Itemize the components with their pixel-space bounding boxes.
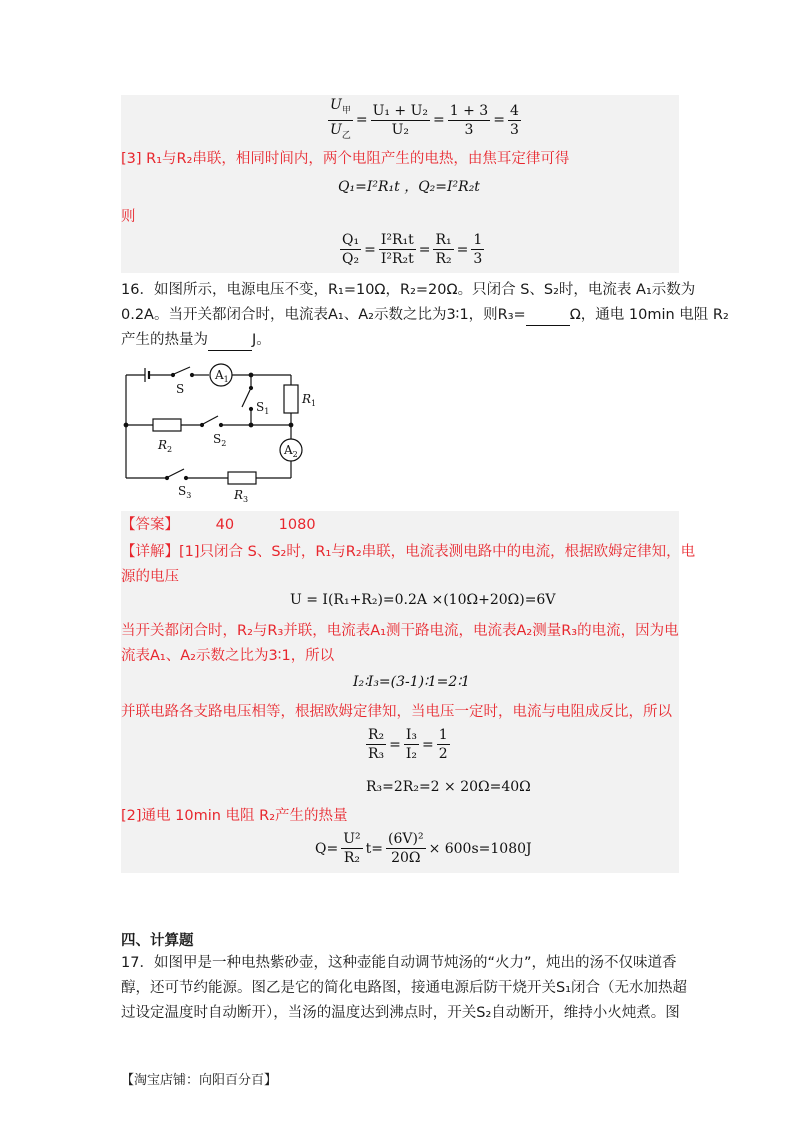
joule-equation: Q₁=I²R₁t ，Q₂=I²R₂t [338,179,480,195]
detail-line1: 【详解】[1]只闭合 S、S₂时，R₁与R₂串联，电流表测电路中的电流，根据欧姆定律知，电 [121,544,696,560]
detail-line2: 源的电压 [121,569,179,585]
switch-s3 [168,469,184,477]
resistor-r2 [153,419,181,431]
switch-s [174,367,190,374]
detail-line4: 流表A₁、A₂示数之比为3∶1，所以 [121,648,335,664]
label-r2: $R_2$ [158,438,173,454]
q16-line1: 16．如图所示，电源电压不变，R₁=10Ω，R₂=20Ω。只闭合 S、S₂时，电流表 A₁示数为 [121,282,696,298]
ratio-equation: $\frac{U_甲}{U_乙}$ = $\frac{\text{U₁ + U₂}}{\text{U₂}}$ = $\frac{1 + 3}{3}$ = $\frac{4}{3}$ [330,97,519,141]
q17-line3: 过设定温度时自动断开），当汤的温度达到沸点时，开关S₂自动断开，维持小火炖煮。图 [121,1005,680,1021]
answer-label: 【答案】 [121,517,179,533]
resistor-r3 [228,472,256,484]
heat-ratio-equation: $\frac{\text{Q₁}}{\text{Q₂}}$ = $\frac{\text{I²R₁t}}{\text{I²R₂t}}$ = $\frac{\text{R₁}}{\text{R₂}}$ = $\frac{1}{3}$ [342,232,483,267]
answer-line [121,515,681,535]
label-s1: $S_1$ [256,400,270,416]
footer-shop: 【淘宝店铺：向阳百分百】 [121,1073,278,1088]
current-ratio-equation: I₂∶I₃=(3-1)∶1=2∶1 [353,674,470,690]
q17-line2: 醇，还可节约能源。图乙是它的简化电路图，接通电源后防干烧开关S₁闭合（无水加热超 [121,980,688,996]
q16-line2: 0.2A。当开关都闭合时，电流表A₁、A₂示数之比为3∶1，则R₃= Ω，通电 10min 电阻 R₂ [121,305,681,326]
circuit-diagram [118,357,318,507]
detail-line3: 当开关都闭合时，R₂与R₃并联，电流表A₁测干路电流，电流表A₂测量R₃的电流，因为电 [121,623,679,639]
q17-line1: 17．如图甲是一种电热紫砂壶，这种壶能自动调节炖汤的“火力”，炖出的汤不仅味道香 [121,955,677,971]
label-a2: $A_2$ [284,443,298,459]
r3-equation: R₃=2R₂=2 × 20Ω=40Ω [366,779,531,795]
detail-line6: [2]通电 10min 电阻 R₂产生的热量 [121,808,348,824]
switch-s1 [242,390,250,407]
label-s: S [176,382,185,396]
answer-value-2: 1080 [278,517,316,533]
step3-text: [3] R₁与R₂串联，相同时间内，两个电阻产生的电热，由焦耳定律可得 [121,151,570,167]
label-s3: $S_3$ [178,484,192,500]
section-heading: 四、计算题 [121,933,194,949]
heat-equation: Q= $\frac{\text{U²}}{\text{R₂}}$ t= $\frac{\text{(6V)²}}{20\Omega}$ × 600s=1080J [315,831,532,866]
q16-line3: 产生的热量为 J。 [121,330,681,351]
resistance-ratio-equation: $\frac{\text{R₂}}{\text{R₃}}$ = $\frac{\text{I₃}}{\text{I₂}}$ = $\frac{1}{2}$ [368,727,448,762]
label-a1: $A_1$ [215,368,229,384]
answer-value-1: 40 [215,517,235,533]
label-r1: $R_1$ [302,392,317,408]
resistor-r1 [284,385,298,413]
then-text: 则 [121,209,136,225]
label-r3: $R_3$ [234,488,249,504]
switch-s2 [203,416,218,424]
label-s2: $S_2$ [213,432,227,448]
voltage-equation: U = I(R₁+R₂)=0.2A ×(10Ω+20Ω)=6V [290,592,556,608]
detail-line5: 并联电路各支路电压相等，根据欧姆定律知，当电压一定时，电流与电阻成反比，所以 [121,704,672,720]
